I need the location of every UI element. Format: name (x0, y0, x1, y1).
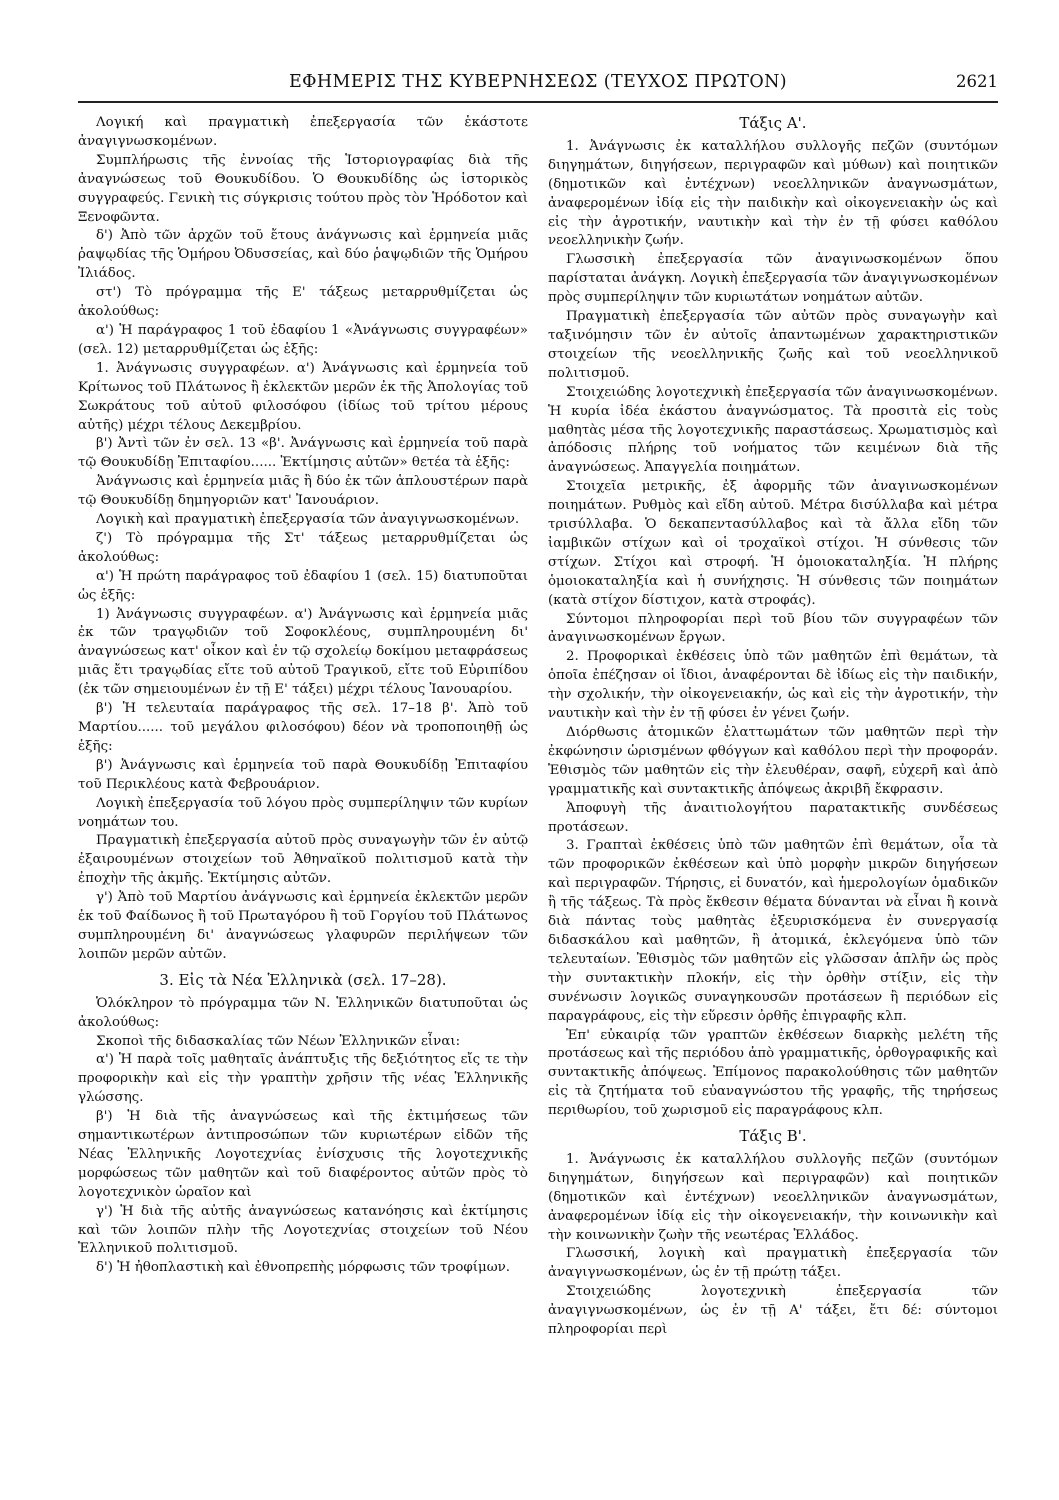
paragraph: στ') Τὸ πρόγραμμα τῆς Ε' τάξεως μεταρρυθμίζεται ὡς ἀκολούθως: (78, 285, 528, 320)
paragraph: Γλωσσική, λογικὴ καὶ πραγματικὴ ἐπεξεργασία τῶν ἀναγιγνωσκομένων, ὡς ἐν τῇ πρώτῃ τάξει. (548, 1246, 998, 1281)
page-header (78, 70, 998, 98)
paragraph: Στοιχειώδης λογοτεχνικὴ ἐπεξεργασία τῶν ἀναγινωσκομένων. Ἡ κυρία ἰδέα ἑκάστου ἀναγνώσματος. Τὰ προσιτὰ εἰς τοὺς μαθητὰς μέσα τῆς λογοτεχνικῆς παραστάσεως. Χρωματισμὸς καὶ ἀπόδοσις πλήρης τοῦ νοήματος τῶν κειμένων διὰ τῆς ἀναγνώσεως. Ἀπαγγελία ποιημάτων. (548, 384, 998, 476)
paragraph: γ') Ἀπὸ τοῦ Μαρτίου ἀνάγνωσις καὶ ἑρμηνεία ἐκλεκτῶν μερῶν ἐκ τοῦ Φαίδωνος ἢ τοῦ Πρωταγόρου ἢ τοῦ Γοργίου τοῦ Πλάτωνος συμπληρουμένη δι' ἀναγνώσεως γλαφυρῶν περιλήψεων τῶν λοιπῶν μερῶν αὐτῶν. (78, 890, 528, 962)
paragraph: Ὁλόκληρον τὸ πρόγραμμα τῶν Ν. Ἑλληνικῶν διατυποῦται ὡς ἀκολούθως: (78, 995, 528, 1030)
paragraph: Σύντομοι πληροφορίαι περὶ τοῦ βίου τῶν συγγραφέων τῶν ἀναγινωσκομένων ἔργων. (548, 611, 998, 646)
paragraph: Στοιχειώδης λογοτεχνικὴ ἐπεξεργασία τῶν ἀναγιγνωσκομένων, ὡς ἐν τῇ Α' τάξει, ἔτι δέ: σύντομοι πληροφορίαι περὶ (548, 1284, 998, 1338)
paragraph: α') Ἡ παρὰ τοῖς μαθηταῖς ἀνάπτυξις τῆς δεξιότητος εἴς τε τὴν προφορικὴν καὶ εἰς τὴν γραπτὴν χρῆσιν τῆς νέας Ἑλληνικῆς γλώσσης. (78, 1052, 528, 1106)
paragraph: δ') Ἀπὸ τῶν ἀρχῶν τοῦ ἔτους ἀνάγνωσις καὶ ἑρμηνεία μιᾶς ῥαψῳδίας τῆς Ὁμήρου Ὀδυσσείας, καὶ δύο ῥαψῳδιῶν τῆς Ὁμήρου Ἰλιάδος. (78, 228, 528, 282)
section-heading: Τάξις Α'. (739, 114, 807, 132)
paragraph: Σκοποὶ τῆς διδασκαλίας τῶν Νέων Ἑλληνικῶν εἶναι: (96, 1033, 461, 1049)
right-column (548, 114, 998, 1340)
paragraph: Πραγματικὴ ἐπεξεργασία τῶν αὐτῶν πρὸς συναγωγὴν καὶ ταξινόμησιν τῶν ἐν αὐτοῖς ἀπαντωμένων χαρακτηριστικῶν στοιχείων τῆς νεοελληνικῆς ζωῆς καὶ τοῦ νεοελληνικοῦ πολιτισμοῦ. (548, 309, 998, 381)
paragraph: Διόρθωσις ἀτομικῶν ἐλαττωμάτων τῶν μαθητῶν περὶ τὴν ἐκφώνησιν ὡρισμένων φθόγγων καὶ καθόλου περὶ τὴν προφοράν. Ἐθισμὸς τῶν μαθητῶν εἰς τὴν ἐλευθέραν, σαφῆ, εὐχερῆ καὶ ἀπὸ γραμματικῆς καὶ συντακτικῆς ἀπόψεως ἀκριβῆ ἔκφρασιν. (548, 725, 998, 797)
paragraph: 2. Προφορικαὶ ἐκθέσεις ὑπὸ τῶν μαθητῶν ἐπὶ θεμάτων, τὰ ὁποῖα ἐπέζησαν οἱ ἴδιοι, ἀναφέρονται δὲ ἰδίως εἰς τὴν παιδικήν, τὴν σχολικήν, τὴν οἰκογενειακήν, ὡς καὶ εἰς τὴν ἀγροτικήν, τὴν ναυτικὴν καὶ τὴν ἐν τῇ φύσει ἐν γένει ζωήν. (548, 649, 998, 722)
paragraph: Γλωσσικὴ ἐπεξεργασία τῶν ἀναγινωσκομένων ὅπου παρίσταται ἀνάγκη. Λογικὴ ἐπεξεργασία τῶν ἀναγιγνωσκομένων πρὸς συμπερίληψιν τῶν κυριωτάτων νοημάτων αὐτῶν. (548, 252, 998, 306)
paragraph: 3. Γραπταὶ ἐκθέσεις ὑπὸ τῶν μαθητῶν ἐπὶ θεμάτων, οἷα τὰ τῶν προφορικῶν ἐκθέσεων καὶ ὑπὸ μορφὴν μικρῶν διηγήσεων καὶ περιγραφῶν. Τήρησις, εἰ δυνατόν, καὶ ἡμερολογίων ὁμαδικῶν ἢ τῆς τάξεως. Τὰ πρὸς ἔκθεσιν θέματα δύνανται νὰ εἶναι ἢ κοινὰ διὰ πάντας τοὺς μαθητὰς ἐξευρισκόμενα ἐν συνεργασίᾳ διδασκάλου καὶ μαθητῶν, ἢ ἀτομικά, ἐκλεγόμενα ὑπὸ τῶν τελευταίων. Ἐθισμὸς τῶν μαθητῶν εἰς γλῶσσαν ἁπλῆν ὡς πρὸς τὴν συντακτικὴν πλοκήν, εἰς τὴν ὀρθὴν στίξιν, εἰς τὴν συνένωσιν λογικῶς συναγηκουσῶν προτάσεων ἢ περιόδων εἰς παραγράφους, εἰς τὴν εὕρεσιν ὀρθῆς ἐπιγραφῆς κλπ. (548, 838, 998, 1024)
paragraph: γ') Ἡ διὰ τῆς αὐτῆς ἀναγνώσεως κατανόησις καὶ ἐκτίμησις καὶ τῶν λοιπῶν πλὴν τῆς Λογοτεχνίας στοιχείων τοῦ Νέου Ἑλληνικοῦ πολιτισμοῦ. (78, 1203, 528, 1257)
paragraph: Ἐπ' εὐκαιρίᾳ τῶν γραπτῶν ἐκθέσεων διαρκὴς μελέτη τῆς προτάσεως καὶ τῆς περιόδου ἀπὸ γραμματικῆς, ὀρθογραφικῆς καὶ συντακτικῆς ἀπόψεως. Ἐπίμονος παρακολούθησις τῶν μαθητῶν εἰς τὰ ζητήματα τοῦ εὐαναγνώστου τῆς γραφῆς, τῆς τηρήσεως περιθωρίου, τοῦ χωρισμοῦ εἰς παραγράφους κλπ. (548, 1027, 998, 1119)
paragraph: Λογικὴ καὶ πραγματικὴ ἐπεξεργασία τῶν ἀναγιγνωσκομένων. (96, 512, 520, 528)
section-heading: 3. Εἰς τὰ Νέα Ἑλληνικὰ (σελ. 17–28). (159, 970, 447, 989)
section-heading: Τάξις Β'. (739, 1127, 807, 1146)
paragraph: Ἀνάγνωσις καὶ ἑρμηνεία μιᾶς ἢ δύο ἐκ τῶν ἁπλουστέρων παρὰ τῷ Θουκυδίδῃ δημηγοριῶν κατ' Ἰανουάριον. (78, 474, 528, 509)
paragraph: β') Ἀντὶ τῶν ἐν σελ. 13 «β'. Ἀνάγνωσις καὶ ἑρμηνεία τοῦ παρὰ τῷ Θουκυδίδῃ Ἐπιταφίου...... Ἐκτίμησις αὐτῶν» θετέα τὰ ἑξῆς: (78, 436, 528, 471)
paragraph: β') Ἡ τελευταία παράγραφος τῆς σελ. 17–18 β'. Ἀπὸ τοῦ Μαρτίου...... τοῦ μεγάλου φιλοσόφου) δέον νὰ τροποποιηθῇ ὡς ἑξῆς: (78, 701, 528, 754)
page-number: 2621 (956, 72, 998, 91)
paragraph: Λογική καὶ πραγματικὴ ἐπεξεργασία τῶν ἑκάστοτε ἀναγιγνωσκομένων. (78, 115, 528, 149)
paragraph: α') Ἡ πρώτη παράγραφος τοῦ ἐδαφίου 1 (σελ. 15) διατυποῦται ὡς ἑξῆς: (78, 568, 528, 603)
paragraph: Ἀποφυγὴ τῆς ἀναιτιολογήτου παρατακτικῆς συνδέσεως προτάσεων. (548, 800, 998, 835)
paragraph: 1) Ἀνάγνωσις συγγραφέων. α') Ἀνάγνωσις καὶ ἑρμηνεία μιᾶς ἐκ τῶν τραγῳδιῶν τοῦ Σοφοκλέους, συμπληρουμένη δι' ἀναγνώσεως κατ' οἶκον καὶ ἐν τῷ σχολείῳ δοκίμου μεταφράσεως μιᾶς ἔτι τραγῳδίας εἴτε τοῦ αὐτοῦ Τραγικοῦ, εἴτε τοῦ Εὐριπίδου (ἐκ τῶν σημειουμένων ἐν τῇ Ε' τάξει) μέχρι τέλους Ἰανουαρίου. (78, 606, 528, 698)
left-column (78, 114, 528, 1278)
paragraph: Συμπλήρωσις τῆς ἐννοίας τῆς Ἱστοριογραφίας διὰ τῆς ἀναγνώσεως τοῦ Θουκυδίδου. Ὁ Θουκυδίδης ὡς ἱστορικὸς συγγραφεύς. Γενικὴ τις σύγκρισις τούτου πρὸς τὸν Ἡρόδοτον καὶ Ξενοφῶντα. (78, 152, 528, 225)
paragraph: Στοιχεῖα μετρικῆς, ἐξ ἀφορμῆς τῶν ἀναγινωσκομένων ποιημάτων. Ρυθμὸς καὶ εἴδη αὐτοῦ. Μέτρα δισύλλαβα καὶ μέτρα τρισύλλαβα. Ὁ δεκαπεντασύλλαβος καὶ τὰ ἄλλα εἴδη τῶν ἰαμβικῶν στίχων καὶ οἱ τροχαϊκοὶ στίχοι. Ἡ σύνθεσις τῶν στίχων. Στίχοι καὶ στροφή. Ἡ ὁμοιοκαταληξία. Ἡ πλήρης ὁμοιοκαταληξία καὶ ἡ συνήχησις. Ἡ σύνθεσις τῶν ποιημάτων (κατὰ στίχον δίστιχον, κατὰ στροφάς). (548, 479, 998, 608)
running-title: ΕΦΗΜΕΡΙΣ ΤΗΣ ΚΥΒΕΡΝΗΣΕΩΣ (ΤΕΥΧΟΣ ΠΡΩΤΟΝ) (288, 72, 788, 92)
paragraph: Λογικὴ ἐπεξεργασία τοῦ λόγου πρὸς συμπερίληψιν τῶν κυρίων νοημάτων του. (78, 795, 528, 830)
paragraph: 1. Ἀνάγνωσις ἐκ καταλλήλου συλλογῆς πεζῶν (συντόμων διηγημάτων, διηγήσεων, περιγραφῶν καὶ μύθων) καὶ ποιητικῶν (δημοτικῶν καὶ ἐντέχνων) νεοελληνικῶν ἀναγνωσμάτων, ἀναφερομένων ἰδίᾳ εἰς τὴν παιδικὴν καὶ οἰκογενειακὴν ὡς καὶ εἰς τὴν ἀγροτικήν, ναυτικὴν καὶ τὴν ἐν τῇ φύσει καθόλου νεοελληνικὴν ζωήν. (548, 138, 998, 249)
paragraph: ζ') Τὸ πρόγραμμα τῆς Στ' τάξεως μεταρρυθμίζεται ὡς ἀκολούθως: (78, 530, 528, 565)
header-rule (78, 101, 998, 103)
paragraph: δ') Ἡ ἠθοπλαστικὴ καὶ ἐθνοπρεπὴς μόρφωσις τῶν τροφίμων. (96, 1260, 511, 1276)
paragraph: α') Ἡ παράγραφος 1 τοῦ ἐδαφίου 1 «Ἀνάγνωσις συγγραφέων» (σελ. 12) μεταρρυθμίζεται ὡς ἑξῆς: (78, 322, 528, 357)
paragraph: Πραγματικὴ ἐπεξεργασία αὐτοῦ πρὸς συναγωγὴν τῶν ἐν αὐτῷ ἐξαιρουμένων στοιχείων τοῦ Ἀθηναϊκοῦ πολιτισμοῦ κατὰ τὴν ἐποχὴν τῆς ἀκμῆς. Ἐκτίμησις αὐτῶν. (78, 833, 528, 887)
paragraph: 1. Ἀνάγνωσις ἐκ καταλλήλου συλλογῆς πεζῶν (συντόμων διηγημάτων, διηγήσεων καὶ περιγραφῶν) καὶ ποιητικῶν (δημοτικῶν καὶ ἐντέχνων) νεοελληνικῶν ἀναγνωσμάτων, ἀναφερομένων ἰδίᾳ εἰς τὴν οἰκογενειακήν, τὴν κοινωνικὴν καὶ τὴν κοινωνικὴν ζωὴν τῆς νεωτέρας Ἑλλάδος. (548, 1151, 998, 1243)
paragraph: β') Ἀνάγνωσις καὶ ἑρμηνεία τοῦ παρὰ Θουκυδίδῃ Ἐπιταφίου τοῦ Περικλέους κατὰ Φεβρουάριον. (78, 757, 528, 792)
paragraph: β') Ἡ διὰ τῆς ἀναγνώσεως καὶ τῆς ἐκτιμήσεως τῶν σημαντικωτέρων ἀντιπροσώπων τῶν κυριωτέρων εἰδῶν τῆς Νέας Ἑλληνικῆς Λογοτεχνίας ἐνίσχυσις τῆς λογοτεχνικῆς μορφώσεως τῶν μαθητῶν καὶ τοῦ διαφέροντος αὐτῶν πρὸς τὸ λογοτεχνικὸν ὡραῖον καὶ (78, 1109, 528, 1200)
paragraph: 1. Ἀνάγνωσις συγγραφέων. α') Ἀνάγνωσις καὶ ἑρμηνεία τοῦ Κρίτωνος τοῦ Πλάτωνος ἢ ἐκλεκτῶν μερῶν ἐκ τῆς Ἀπολογίας τοῦ Σωκράτους τοῦ αὐτοῦ φιλοσόφου (ἰδίως τοῦ τρίτου μέρους αὐτῆς) μέχρι τέλους Δεκεμβρίου. (78, 360, 528, 433)
